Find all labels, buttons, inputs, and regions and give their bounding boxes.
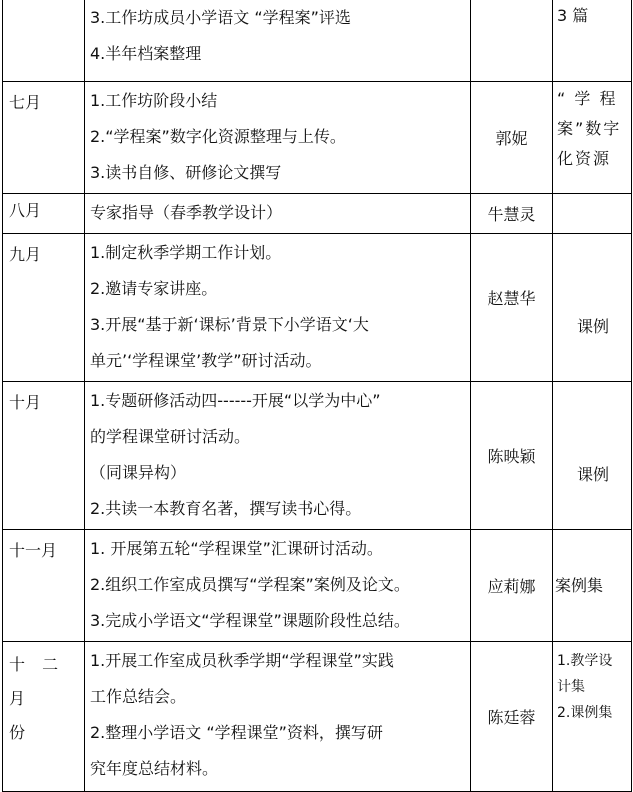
- activity-line: 3.开展“基于新‘课标’背景下小学语文‘大: [90, 315, 369, 334]
- month-cell: 九月: [3, 234, 85, 382]
- table-row: [3, 530, 632, 642]
- result-cell: [553, 530, 632, 642]
- activity-line: 3.工作坊成员小学语文 “学程案”评选: [90, 8, 351, 27]
- person-cell: 应莉娜: [471, 530, 553, 642]
- activity-line: 2.整理小学语文 “学程课堂”资料，撰写研: [90, 723, 383, 742]
- month-label: 十 二 月: [9, 655, 65, 708]
- result-cell: [553, 382, 632, 530]
- person-name: 赵慧华: [487, 289, 536, 308]
- activity-cell: [85, 0, 471, 82]
- result-line: 计集: [557, 679, 585, 695]
- result-cell: [553, 0, 632, 82]
- person-cell: [471, 234, 553, 382]
- activity-line: 工作总结会。: [90, 687, 187, 706]
- activity-line: 3.读书自修、研修论文撰写: [90, 163, 282, 182]
- month-cell: [3, 642, 85, 792]
- month-cell: 八月: [3, 194, 85, 234]
- result-cell: [553, 642, 632, 792]
- activity-line: 2.组织工作室成员撰写“学程案”案例及论文。: [90, 575, 410, 594]
- result-line: 2.课例集: [557, 705, 613, 721]
- activity-line: （同课异构）: [90, 463, 187, 482]
- activity-line: 2.“学程案”数字化资源整理与上传。: [90, 127, 346, 146]
- activity-line: 1.开展工作室成员秋季学期“学程课堂”实践: [90, 651, 394, 670]
- table-row: [3, 82, 632, 194]
- activity-cell: [85, 194, 471, 234]
- activity-cell: [85, 642, 471, 792]
- table-row: [3, 234, 632, 382]
- activity-cell: [85, 82, 471, 194]
- activity-line: 1.制定秋季学期工作计划。: [90, 243, 282, 262]
- result-line: “ 学 程: [557, 89, 618, 108]
- result-cell: [553, 234, 632, 382]
- person-cell: 陈廷蓉: [471, 642, 553, 792]
- activity-line: 3.完成小学语文“学程课堂”课题阶段性总结。: [90, 611, 410, 630]
- month-label-suffix: 份: [9, 723, 26, 742]
- activity-cell: [85, 382, 471, 530]
- activity-line: 单元’‘学程课堂’教学”研讨活动。: [90, 351, 322, 370]
- result-line: 课例: [576, 464, 609, 484]
- month-cell: 十一月: [3, 530, 85, 642]
- table-row: [3, 194, 632, 234]
- result-line: 化资源: [557, 149, 612, 168]
- result-line: 1.教学设: [557, 653, 613, 669]
- activity-line: 4.半年档案整理: [90, 44, 202, 63]
- activity-line: 1.专题研修活动四------开展“以学为中心”: [90, 391, 381, 410]
- month-cell: 十月: [3, 382, 85, 530]
- table-row: [3, 0, 632, 82]
- person-cell: [471, 0, 553, 82]
- activity-cell: [85, 530, 471, 642]
- activity-cell: [85, 234, 471, 382]
- result-cell: [553, 194, 632, 234]
- work-plan-table: [2, 0, 632, 792]
- result-line: 3 篇: [557, 6, 589, 25]
- person-cell: 陈映颖: [471, 382, 553, 530]
- table-row: [3, 642, 632, 792]
- person-cell: 郭妮: [471, 82, 553, 194]
- activity-line: 1.工作坊阶段小结: [90, 91, 218, 110]
- activity-line: 2.邀请专家讲座。: [90, 279, 218, 298]
- result-cell: [553, 82, 632, 194]
- activity-line: 1. 开展第五轮“学程课堂”汇课研讨活动。: [90, 539, 383, 558]
- person-cell: 牛慧灵: [471, 194, 553, 234]
- month-cell: 七月: [3, 82, 85, 194]
- activity-line: 究年度总结材料。: [90, 759, 219, 778]
- result-line: 课例: [576, 316, 609, 336]
- activity-line: 的学程课堂研讨活动。: [90, 427, 251, 446]
- result-line: 案”数字: [557, 119, 622, 138]
- activity-line: 2.共读一本教育名著，撰写读书心得。: [90, 499, 362, 518]
- activity-line: 专家指导（春季教学设计）: [90, 203, 283, 222]
- month-cell: [3, 0, 85, 82]
- table-row: [3, 382, 632, 530]
- result-line: 案例集: [555, 575, 604, 595]
